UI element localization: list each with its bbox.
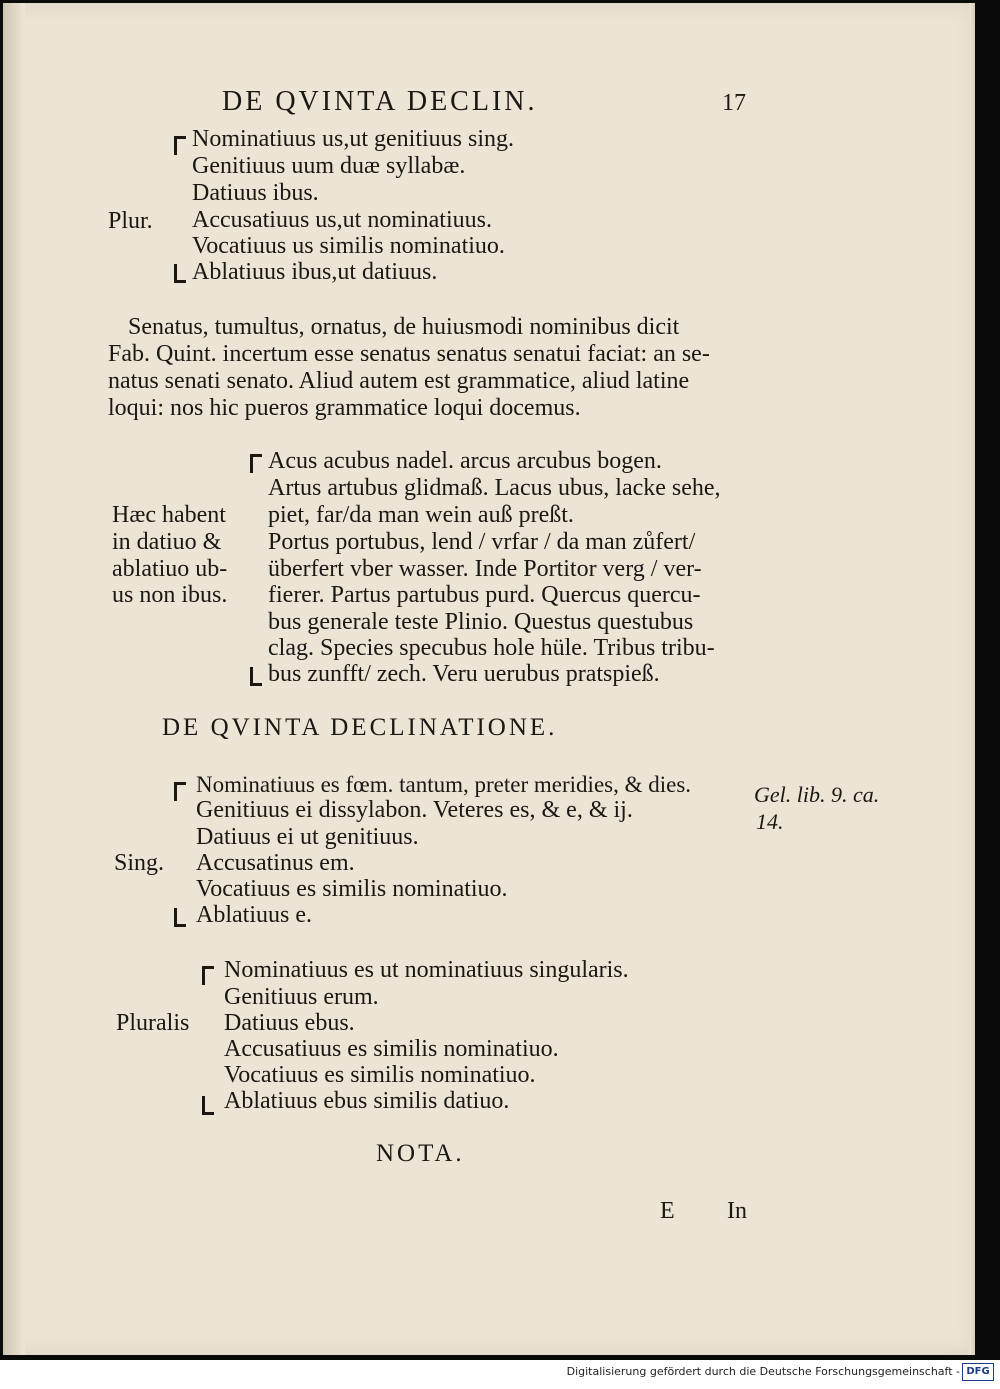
pluralis-label: Pluralis — [116, 1010, 190, 1036]
bracket-bottom — [202, 1096, 214, 1115]
running-header: DE QVINTA DECLIN. — [222, 86, 538, 117]
margin-note-line: 14. — [756, 809, 784, 834]
singular-row: Accusatinus em. — [196, 850, 355, 876]
ibus-line: fierer. Partus partubus purd. Quercus quercu- — [268, 582, 701, 608]
signature-mark: E — [660, 1198, 675, 1224]
ibus-line: bus generale teste Plinio. Questus questubus — [268, 609, 694, 635]
ibus-line: bus zunfft/ zech. Veru uerubus pratspieß. — [268, 661, 660, 687]
bracket-top — [174, 136, 186, 155]
side-note-line: us non ibus. — [112, 582, 228, 608]
pluralis-row: Vocatiuus es similis nominatiuo. — [224, 1062, 536, 1088]
page-number: 17 — [722, 90, 746, 116]
catchword: In — [727, 1198, 747, 1224]
bracket-top — [202, 966, 214, 985]
bracket-top — [174, 782, 186, 801]
side-note-line: Hæc habent — [112, 502, 226, 528]
singular-row: Datiuus ei ut genitiuus. — [196, 824, 419, 850]
pluralis-row: Datiuus ebus. — [224, 1010, 355, 1036]
ibus-line: überfert vber wasser. Inde Portitor verg / ver- — [268, 556, 702, 582]
pluralis-row: Genitiuus erum. — [224, 984, 379, 1010]
margin-note-line: Gel. lib. 9. ca. — [754, 782, 880, 807]
ibus-line: piet, far/da man wein auß preßt. — [268, 502, 574, 528]
paragraph-line: natus senati senato. Aliud autem est grammatice, aliud latine — [108, 368, 690, 394]
paragraph-line: Senatus, tumultus, ornatus, de huiusmodi nominibus dicit — [128, 314, 680, 340]
bracket-top — [250, 454, 262, 473]
ibus-line: clag. Species specubus hole hüle. Tribus tribu- — [268, 635, 715, 661]
plural-row: Accusatiuus us,ut nominatiuus. — [192, 207, 492, 233]
plural-row: Nominatiuus us,ut genitiuus sing. — [192, 126, 515, 152]
plural-row: Datiuus ibus. — [192, 180, 319, 206]
section-title: DE QVINTA DECLINATIONE. — [162, 714, 558, 741]
singular-row: Vocatiuus es similis nominatiuo. — [196, 876, 508, 902]
bracket-bottom — [174, 908, 186, 927]
ibus-line: Portus portubus, lend / vrfar / da man zůfert/ — [268, 529, 696, 555]
pluralis-row: Accusatiuus es similis nominatiuo. — [224, 1036, 559, 1062]
paragraph-line: Fab. Quint. incertum esse senatus senatus senatui faciat: an se- — [108, 341, 710, 367]
bracket-bottom — [250, 667, 262, 686]
page-edge — [969, 3, 975, 1355]
singular-row: Nominatiuus es fœm. tantum, preter meridies, & dies. — [196, 772, 692, 797]
dfg-logo: DFG — [962, 1363, 994, 1381]
singular-row: Ablatiuus e. — [196, 902, 312, 928]
page-gutter — [3, 3, 25, 1355]
nota-heading: NOTA. — [376, 1140, 465, 1167]
plural-row: Ablatiuus ibus,ut datiuus. — [192, 259, 438, 285]
pluralis-row: Ablatiuus ebus similis datiuo. — [224, 1088, 510, 1114]
pluralis-row: Nominatiuus es ut nominatiuus singularis. — [224, 957, 629, 983]
singular-row: Genitiuus ei dissylabon. Veteres es, & e, & ij. — [196, 797, 633, 823]
ibus-line: Acus acubus nadel. arcus arcubus bogen. — [268, 448, 662, 474]
paragraph-line: loqui: nos hic pueros grammatice loqui docemus. — [108, 395, 581, 421]
plural-row: Genitiuus uum duæ syllabæ. — [192, 153, 466, 179]
digitization-credit: Digitalisierung gefördert durch die Deutsche Forschungsgemeinschaft - — [566, 1365, 960, 1378]
singular-label: Sing. — [114, 850, 165, 876]
side-note-line: in datiuo & — [112, 529, 222, 555]
ibus-line: Artus artubus glidmaß. Lacus ubus, lacke sehe, — [268, 475, 721, 501]
bracket-bottom — [174, 264, 186, 283]
side-note-line: ablatiuo ub- — [112, 556, 228, 582]
plural-row: Vocatiuus us similis nominatiuo. — [192, 233, 505, 259]
plural-label: Plur. — [108, 208, 153, 234]
